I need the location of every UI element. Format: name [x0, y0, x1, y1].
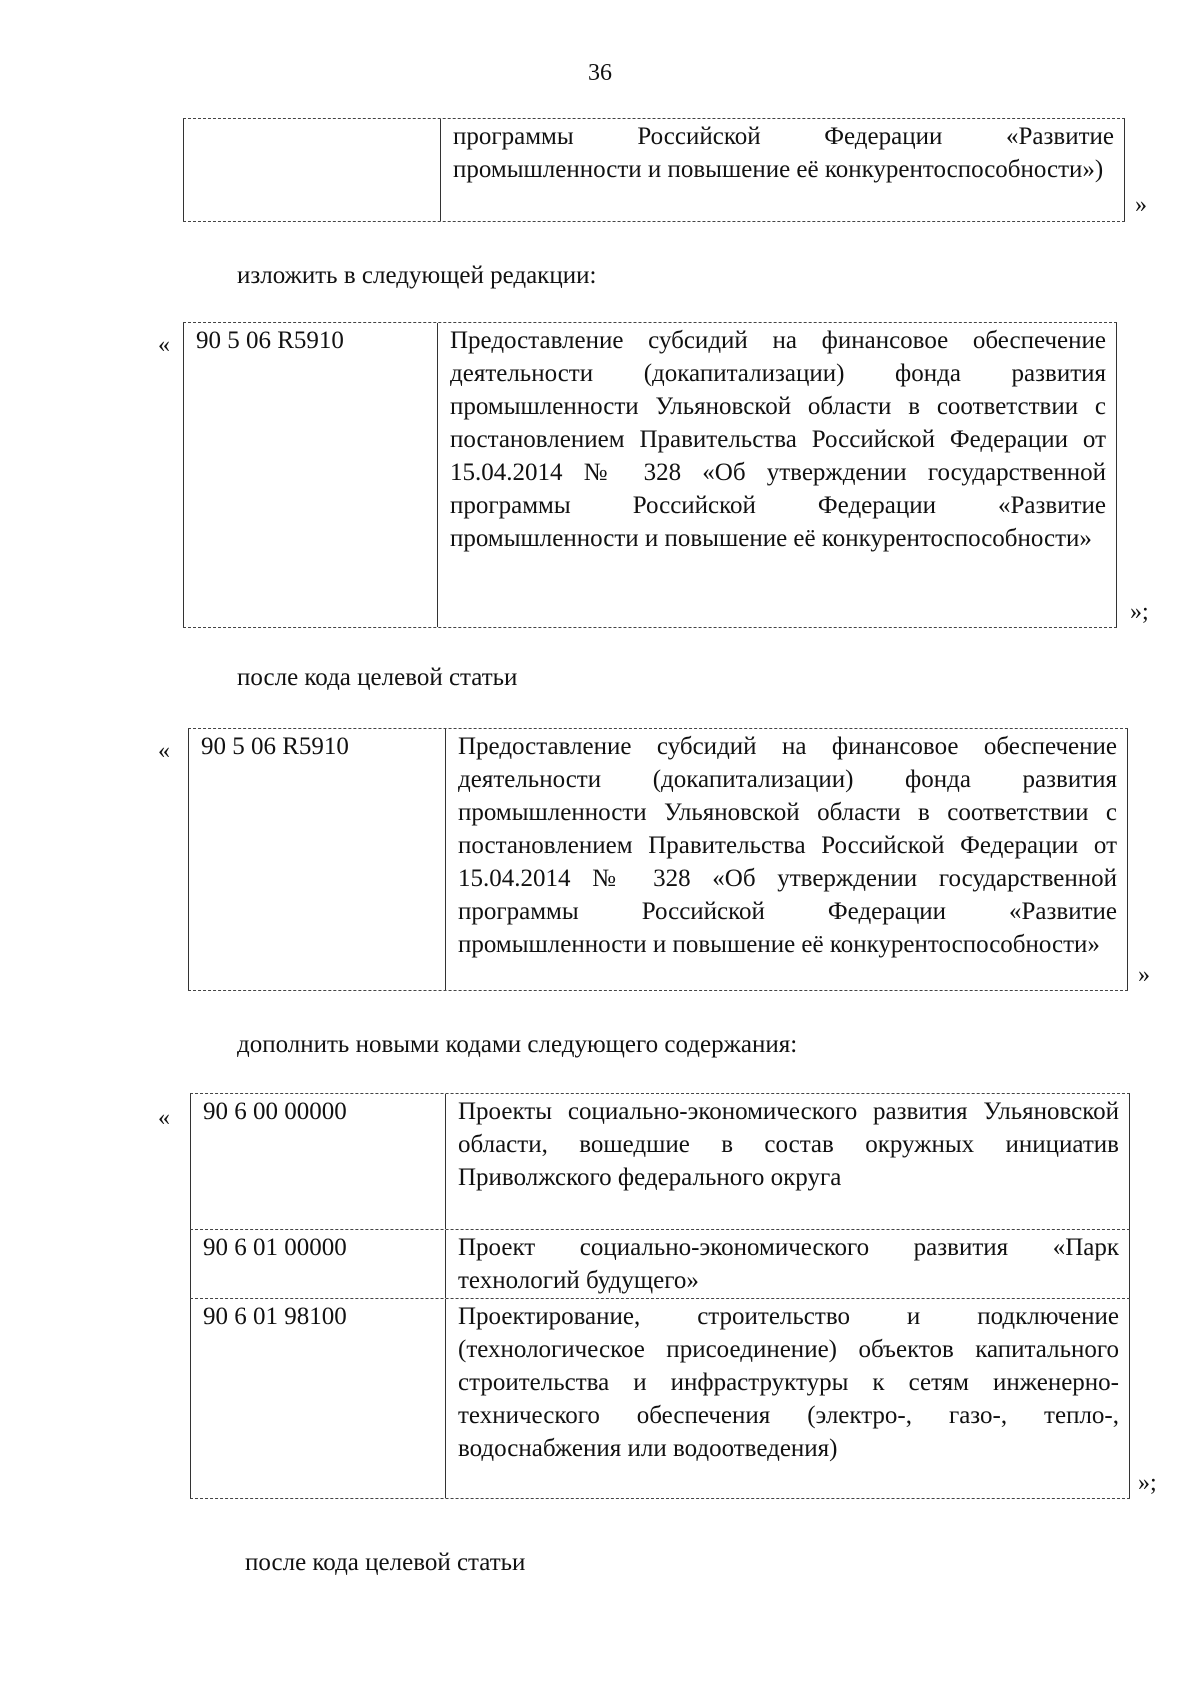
table-row — [190, 1094, 1130, 1229]
description-cell: Проектирование, строительство и подключение (технологическое присоединение) объектов капитального строительства и инфраструктуры к сетям инженерно-технического обеспечения (электро-, газо-, тепло-, водоснабжения или водоотведения) — [446, 1299, 1130, 1498]
paragraph-instruction: после кода целевой статьи — [237, 664, 518, 691]
opening-quote: « — [158, 1105, 170, 1131]
paragraph-instruction: после кода целевой статьи — [245, 1549, 526, 1576]
table-row — [183, 119, 1125, 221]
description-cell: Проект социально-экономического развития «Парк технологий будущего» — [446, 1230, 1130, 1298]
table-row — [190, 1298, 1130, 1498]
paragraph-instruction: дополнить новыми кодами следующего содержания: — [237, 1031, 798, 1058]
table-row — [190, 1229, 1130, 1298]
code-cell: 90 6 00 00000 — [190, 1094, 446, 1229]
opening-quote: « — [158, 738, 170, 764]
code-cell: 90 5 06 R5910 — [183, 323, 438, 627]
budget-code-table — [188, 728, 1128, 991]
code-cell: 90 5 06 R5910 — [188, 729, 446, 990]
closing-quote: »; — [1138, 1470, 1157, 1496]
budget-code-table — [190, 1093, 1130, 1499]
code-cell — [183, 119, 441, 221]
budget-code-table — [183, 322, 1117, 628]
closing-quote: » — [1135, 192, 1147, 218]
description-cell: Проекты социально-экономического развития Ульяновской области, вошедшие в состав окружных инициатив Приволжского федерального округа — [446, 1094, 1130, 1229]
code-cell: 90 6 01 98100 — [190, 1299, 446, 1498]
description-cell: программы Российской Федерации «Развитие промышленности и повышение её конкурентоспособности») — [441, 119, 1125, 221]
table-fragment-continuation — [183, 118, 1125, 222]
description-cell: Предоставление субсидий на финансовое обеспечение деятельности (докапитализации) фонда развития промышленности Ульяновской области в соответствии с постановлением Правительства Российской Федерации от 15.04.2014 № 328 «Об утверждении государственной программы Российской Федерации «Развитие промышленности и повышение её конкурентоспособности» — [446, 729, 1128, 990]
description-cell: Предоставление субсидий на финансовое обеспечение деятельности (докапитализации) фонда развития промышленности Ульяновской области в соответствии с постановлением Правительства Российской Федерации от 15.04.2014 № 328 «Об утверждении государственной программы Российской Федерации «Развитие промышленности и повышение её конкурентоспособности» — [438, 323, 1117, 627]
paragraph-instruction: изложить в следующей редакции: — [237, 262, 597, 289]
closing-quote: »; — [1130, 599, 1149, 625]
table-row — [183, 323, 1117, 627]
closing-quote: » — [1138, 962, 1150, 988]
page-number: 36 — [588, 60, 612, 86]
code-cell: 90 6 01 00000 — [190, 1230, 446, 1298]
opening-quote: « — [158, 332, 170, 358]
table-row — [188, 729, 1128, 990]
